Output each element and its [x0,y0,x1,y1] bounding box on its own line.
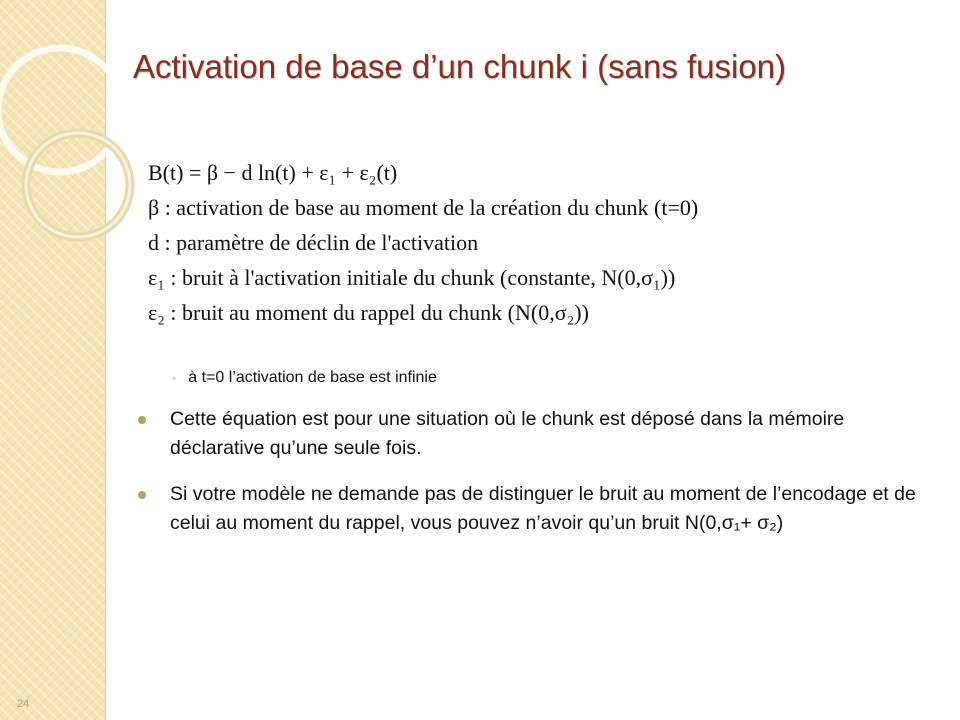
decorative-circle-large [0,48,122,172]
equation-line-4: ε₁ : bruit à l'activation initiale du chunk (constante, N(0,σ₁)) [148,265,676,290]
equation-line-2: β : activation de base au moment de la création du chunk (t=0) [148,195,699,220]
equation-block [148,155,698,330]
bullet-item [138,405,928,463]
slide-number: 24 [17,698,30,710]
bullet-dot-icon [138,491,146,499]
decorative-circle-highlight [26,133,130,237]
equation-line-5: ε₂ : bruit au moment du rappel du chunk (N(0,σ₂)) [148,300,589,325]
sub-bullet-text: à t=0 l’activation de base est infinie [188,369,437,386]
equation-line-1: B(t) = β − d ln(t) + ε₁ + ε₂(t) [148,160,398,185]
sub-bullet [172,369,437,387]
bullet-dot-icon [138,416,146,424]
bullet-text: Cette équation est pour une situation où le chunk est déposé dans la mémoire déclarative qu’une seule fois. [170,408,845,459]
bullet-text: Si votre modèle ne demande pas de distinguer le bruit au moment de l’encodage et de celui au moment du rappel, vous pouvez n’avoir qu’un bruit N(0,σ₁+ σ₂) [170,483,916,534]
equation-line-3: d : paramètre de déclin de l'activation [148,230,479,255]
bullet-item [138,480,928,538]
slide-title: Activation de base d’un chunk i (sans fusion) [133,48,787,85]
sub-bullet-marker-icon: ◦ [172,371,177,385]
